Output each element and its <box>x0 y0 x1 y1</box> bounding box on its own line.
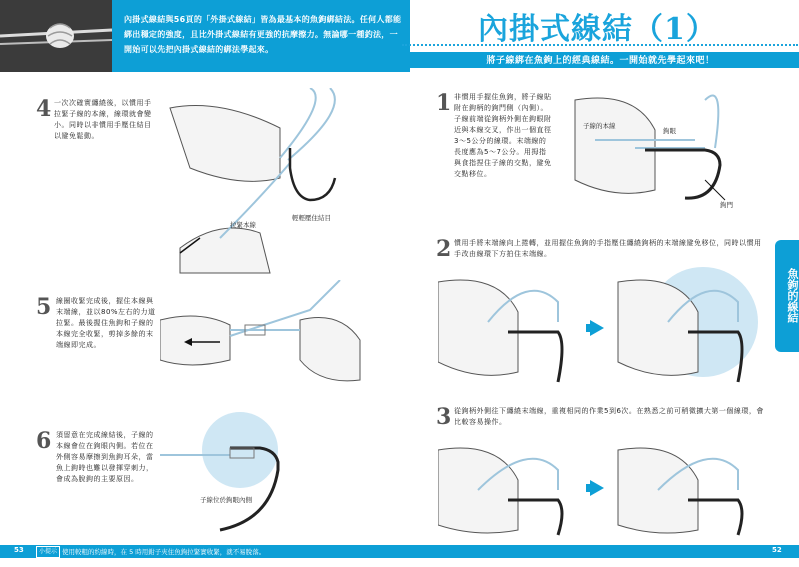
step-1-number: 1 <box>436 90 452 116</box>
step-6-text: 須留意在完成線結後，子線的本線會位在鉤眼內側。若位在外側容易摩擦到魚鉤耳朵，當魚上鉤時也難以發揮穿刺力，會成為脫鉤的主要原因。 <box>56 431 154 483</box>
step-4-label-press: 輕輕壓住結目 <box>292 214 331 222</box>
step-4-label-pull: 拉緊本線 <box>230 221 256 229</box>
step-4-number: 4 <box>36 96 52 122</box>
tip-text: 使用較粗的約線時，在 5 時用鉗子夾住魚鉤拉緊實收緊，就不易脫落。 <box>62 548 266 556</box>
step-4-illustration <box>160 88 370 278</box>
arrow-right-icon <box>590 320 604 336</box>
step-1-label-gate: 鉤門 <box>720 201 733 209</box>
knot-photo-image <box>0 0 112 72</box>
chapter-tab-label: 魚鉤的線結 <box>786 268 799 323</box>
step-1-label-line: 子線的本線 <box>583 122 616 130</box>
step-2-text: 慣用手將末端線向上捲轉，並用握住魚鉤的手指壓住纏繞鉤柄的末端線避免移位，同時以慣用手改由線環下方拍住末端線。 <box>454 239 762 258</box>
step-2-illustration <box>438 262 768 392</box>
page-title: 內掛式線結（1） <box>478 12 717 47</box>
step-6-illustration <box>160 410 310 540</box>
step-1-text: 非慣用手握住魚鉤，將子線貼附在鉤柄的鉤門側（內側）。子線前端從鉤柄外側在鉤眼附近與本線交叉，作出一個直徑3～5公分的線環。末端線的長度應為5～7公分。用拇指與食指捏住子線的交點，避免交點移位。 <box>454 93 552 178</box>
page-number-right: 52 <box>772 546 782 554</box>
page-subtitle: 將子線綁在魚鉤上的經典線結。一開始就先學起來吧！ <box>486 56 715 66</box>
arrow-right-icon <box>590 480 604 496</box>
intro-text: 內掛式線結與56頁的「外掛式線結」皆為最基本的魚鉤綁結法。任何人都能綁出穩定的強度，且比外掛式線結有更強的抗摩擦力。無論哪一種釣法，一開始可以先把內掛式線結的綁法學起來。 <box>124 15 402 54</box>
step-2-number: 2 <box>436 236 452 262</box>
step-5-number: 5 <box>36 294 52 320</box>
step-1-illustration <box>555 80 765 220</box>
page-number-left: 53 <box>14 546 24 554</box>
step-5-text: 線圈收緊完成後，握住本線與末端線，並以80%左右的力道拉緊。最後握住魚鉤和子線的本線完全收緊，剪掉多餘的末端線即完成。 <box>56 297 156 349</box>
knot-photo <box>0 0 112 72</box>
step-3-illustration <box>438 430 768 540</box>
step-6-number: 6 <box>36 428 52 454</box>
tip-badge: 小提示 <box>36 546 60 558</box>
step-1-label-eye: 鉤眼 <box>663 127 676 135</box>
step-5-illustration <box>160 280 372 390</box>
step-3-text: 從鉤柄外側往下纏繞末端線，重複相同的作業5到6次。在熟悉之前可稍微擴大第一個線環，會比較容易操作。 <box>454 407 764 426</box>
step-3-number: 3 <box>436 404 452 430</box>
title-divider <box>402 44 798 46</box>
step-6-label-position: 子線位於鉤眼內側 <box>200 496 252 504</box>
step-4-text: 一次次確實纏繞後，以慣用手拉緊子線的本線，線環就會變小。同時以非慣用手壓住結目以避免鬆動。 <box>54 99 152 140</box>
